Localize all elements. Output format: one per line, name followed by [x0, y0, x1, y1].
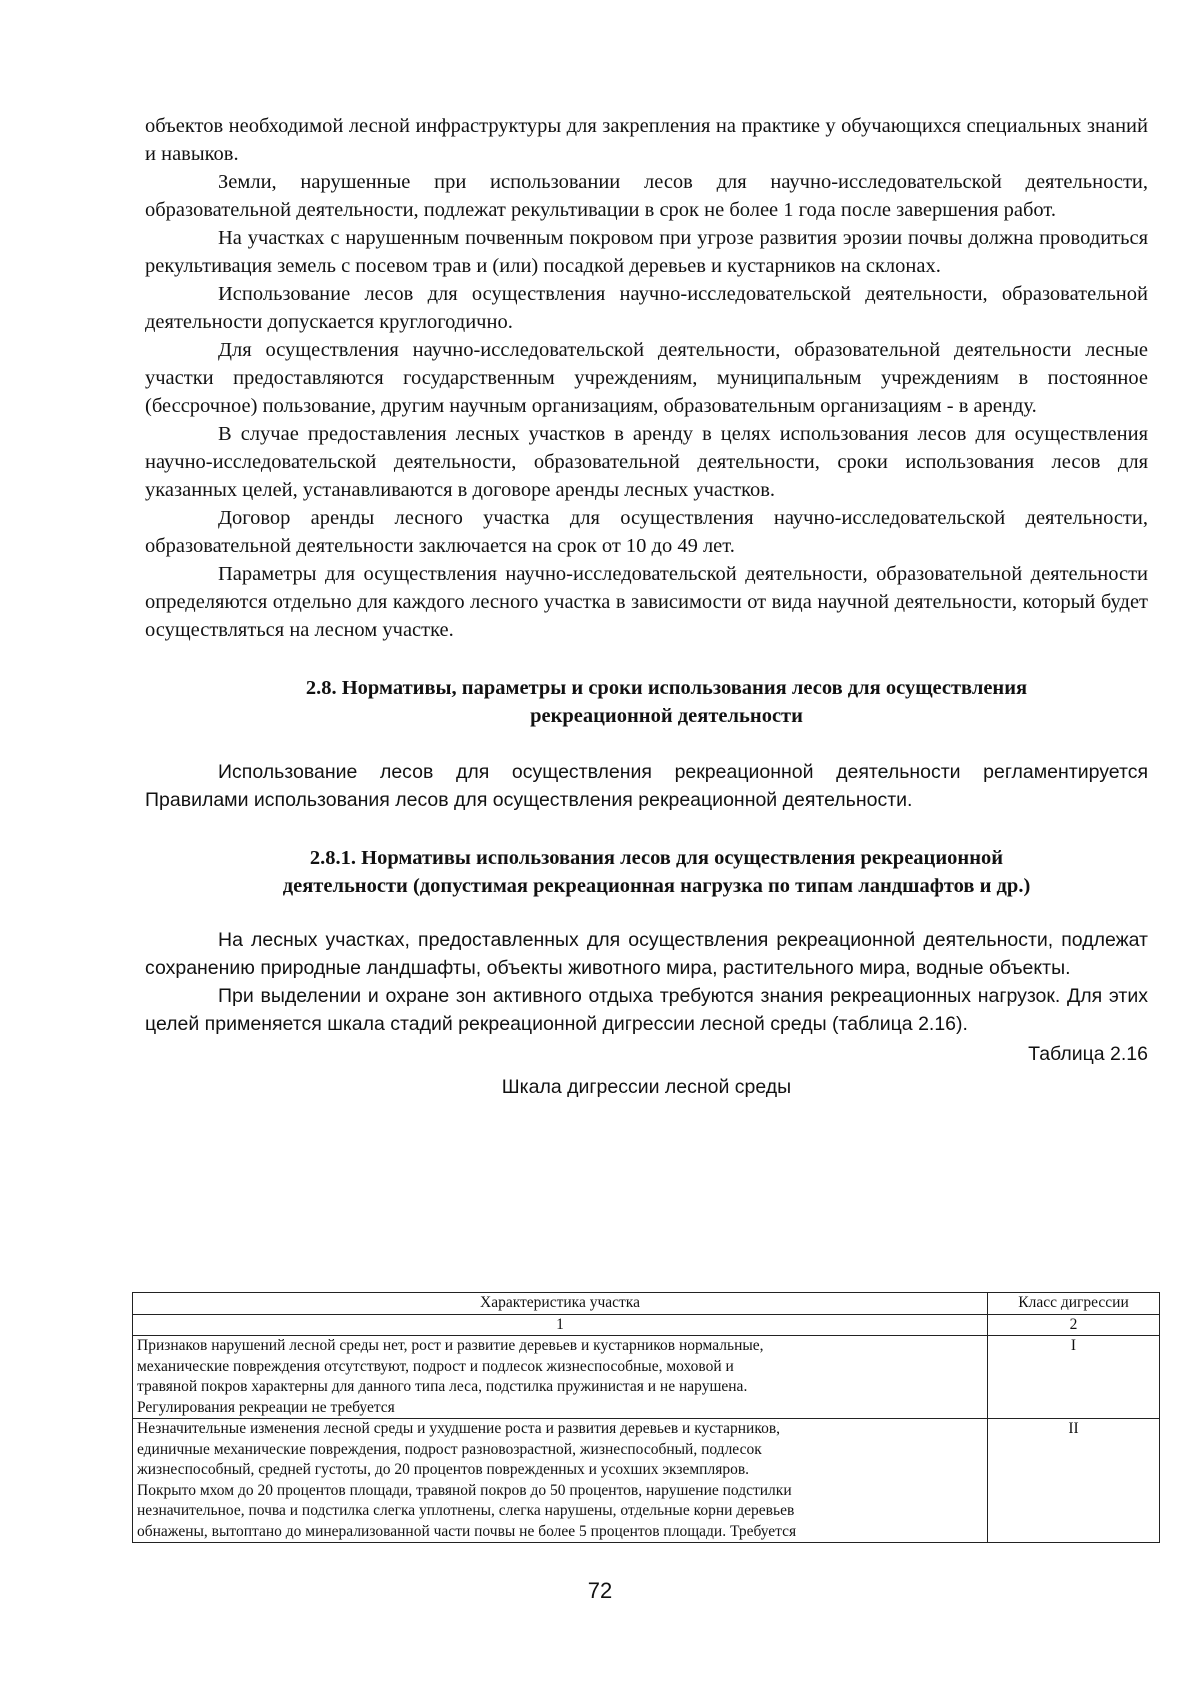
paragraph-parameters: Параметры для осуществления научно-исследовательской деятельности, образовательной деятельности определяются отдельно для каждого лесного участка в зависимости от вида научной деятельности, который будет осуществляться на лесном участке.: [145, 563, 1148, 641]
paragraph-recreation-loads: При выделении и охране зон активного отдыха требуются знания рекреационных нагрузок. Для этих целей применяется шкала стадий рекреационной дигрессии лесной среды (таблица 2.16).: [145, 985, 1148, 1035]
table-column-number: 2: [988, 1314, 1160, 1336]
table-caption: Шкала дигрессии лесной среды: [501, 1076, 792, 1098]
paragraph-infrastructure: объектов необходимой лесной инфраструктуры для закрепления на практике у обучающихся специальных знаний и навыков.: [145, 115, 1148, 165]
paragraph-recreation-rules: Использование лесов для осуществления рекреационной деятельности регламентируется Правилами использования лесов для осуществления рекреационной деятельности.: [145, 761, 1148, 811]
table-row: [133, 1336, 1160, 1419]
paragraph-lease-terms: В случае предоставления лесных участков в аренду в целях использования лесов для осуществления научно-исследовательской деятельности, образовательной деятельности, сроки использования лесов для указанных целей, устанавливаются в договоре аренды лесных участков.: [145, 423, 1148, 501]
section-2-8-heading-line2: рекреационной деятельности: [530, 705, 803, 727]
page-number: 72: [587, 1578, 613, 1603]
table-column-number: 1: [133, 1314, 988, 1336]
section-2-8-1-heading-line2: деятельности (допустимая рекреационная нагрузка по типам ландшафтов и др.): [282, 875, 1031, 897]
paragraph-year-round: Использование лесов для осуществления научно-исследовательской деятельности, образовательной деятельности допускается круглогодично.: [145, 283, 1148, 333]
paragraph-erosion: На участках с нарушенным почвенным покровом при угрозе развития эрозии почвы должна проводиться рекультивация земель с посевом трав и (или) посадкой деревьев и кустарников на склонах.: [145, 227, 1148, 277]
table-cell-line: Незначительные изменения лесной среды и ухудшение роста и развития деревьев и кустарников,: [137, 1420, 781, 1437]
table-cell-line: Признаков нарушений лесной среды нет, рост и развитие деревьев и кустарников нормальные,: [137, 1337, 764, 1354]
table-header-class: Класс дигрессии: [988, 1293, 1160, 1315]
table-cell-line: Регулирования рекреации не требуется: [137, 1398, 395, 1416]
table-cell-description: [133, 1336, 988, 1419]
digression-scale-table: [132, 1292, 1160, 1543]
table-cell-line: единичные механические повреждения, подрост разновозрастной, жизнеспособный, подлесок: [137, 1440, 762, 1458]
table-cell-class: I: [988, 1336, 1160, 1419]
section-2-8-1-heading-line1: 2.8.1. Нормативы использования лесов для осуществления рекреационной: [309, 847, 1004, 869]
section-2-8-1-heading: [145, 844, 1148, 900]
table-cell-line: травяной покров характерны для данного типа леса, подстилка пружинистая и не нарушена.: [137, 1378, 748, 1395]
table-cell-class: II: [988, 1419, 1160, 1543]
table-cell-line: Покрыто мхом до 20 процентов площади, травяной покров до 50 процентов, нарушение подстилки: [137, 1481, 792, 1499]
table-header-row: [133, 1293, 1160, 1315]
section-2-8-heading-line1: 2.8. Нормативы, параметры и сроки использования лесов для осуществления: [305, 677, 1028, 699]
table-cell-line: жизнеспособный, средней густоты, до 20 процентов поврежденных и усохших экземпляров.: [137, 1461, 750, 1478]
table-cell-line: обнажены, вытоптано до минерализованной части почвы не более 5 процентов площади. Требуется: [137, 1522, 797, 1540]
table-header-characteristic: Характеристика участка: [133, 1293, 988, 1315]
page-content: [145, 112, 1148, 1101]
table-cell-description: [133, 1419, 988, 1543]
table-cell-line: механические повреждения отсутствуют, подрост и подлесок жизнеспособные, моховой и: [137, 1357, 734, 1375]
table-column-numbers-row: [133, 1314, 1160, 1336]
table-number: Таблица 2.16: [1028, 1043, 1148, 1065]
paragraph-lease-duration: Договор аренды лесного участка для осуществления научно-исследовательской деятельности, образовательной деятельности заключается на срок от 10 до 49 лет.: [145, 507, 1148, 557]
section-2-8-heading: [145, 674, 1148, 730]
table-row: [133, 1419, 1160, 1543]
paragraph-reclamation-term: Земли, нарушенные при использовании лесов для научно-исследовательской деятельности, образовательной деятельности, подлежат рекультивации в срок не более 1 года после завершения работ.: [145, 171, 1148, 221]
paragraph-provision: Для осуществления научно-исследовательской деятельности, образовательной деятельности лесные участки предоставляются государственным учреждениям, муниципальным учреждениям в постоянное (бессрочное) пользование, другим научным организациям, образовательным организациям - в аренду.: [145, 339, 1148, 417]
table-cell-line: незначительное, почва и подстилка слегка уплотнены, слегка нарушены, отдельные корни деревьев: [137, 1502, 795, 1519]
paragraph-landscapes: На лесных участках, предоставленных для осуществления рекреационной деятельности, подлежат сохранению природные ландшафты, объекты животного мира, растительного мира, водные объекты.: [145, 929, 1148, 979]
